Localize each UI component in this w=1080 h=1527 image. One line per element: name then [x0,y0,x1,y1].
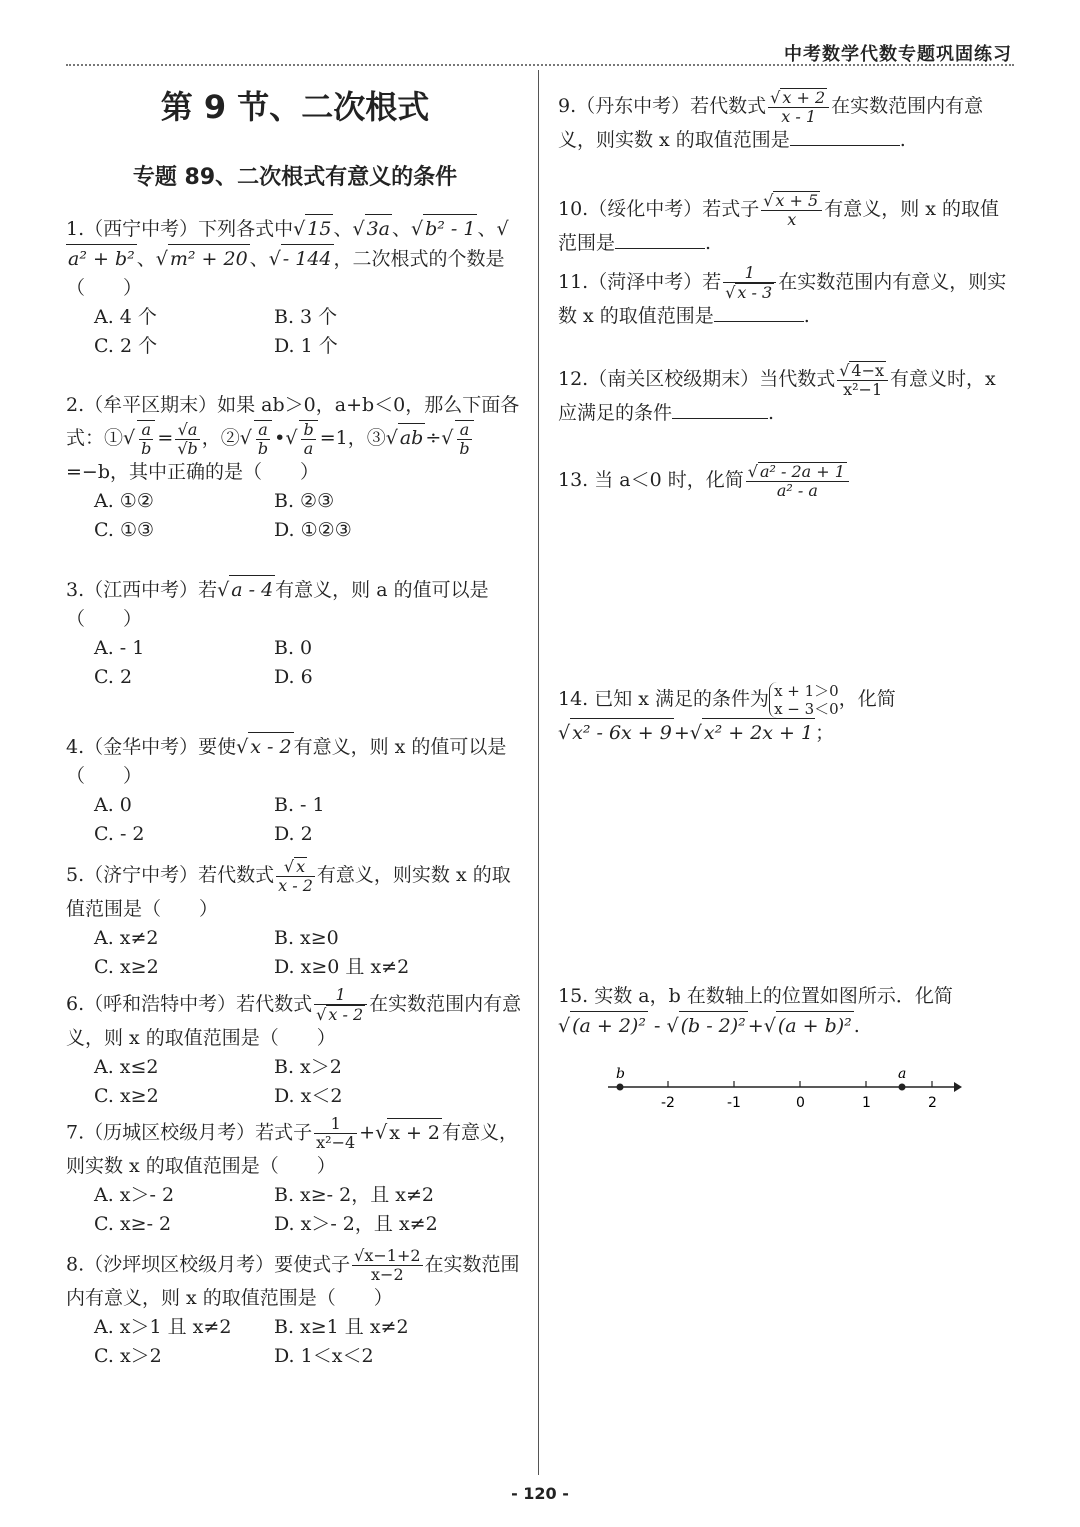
q2-expr-1-right: $\frac{√a}{√b}$ [177,419,198,458]
q4-stem-end: 有意义，则 x 的值可以是（ ） [66,736,507,787]
q15-radical-2: (b - 2)² [679,1011,748,1041]
header-divider [66,64,1014,66]
point-b-label: b [616,1067,625,1082]
q9-stem-end: 在实数范围内有意义，则实数 x 的取值范围是 [558,95,984,151]
q8-option-b: B. x≥1 且 x≠2 [274,1316,409,1338]
q11-denominator: x - 3 [737,283,773,302]
q2-expr-3-ab: ab [398,423,426,453]
q5-stem-end: 有意义，则实数 x 的取值范围是（ ） [66,864,511,920]
q9-numerator: x + 2 [782,88,826,107]
q4-option-b: B. - 1 [274,794,325,816]
q6-stem-end: 在实数范围内有意义，则 x 的取值范围是（ ） [66,993,522,1049]
q8-options [66,1313,524,1371]
q1-stem-end: ，二次根式的个数是（ ） [66,248,505,299]
q7-option-d: D. x＞- 2，且 x≠2 [274,1213,438,1235]
q7-denominator: x²−4 [316,1133,356,1152]
q4-option-d: D. 2 [274,823,313,845]
q6-option-b: B. x＞2 [274,1056,342,1078]
q5-fraction: $\frac{√ x}{x - 2}$ [278,857,313,895]
section-title: 第 9 节、二次根式 [160,88,430,126]
question-10 [558,191,1014,258]
q12-fraction: $\frac{√ 4-x}{\text{x²−1}}$ [837,361,888,399]
question-4: 4.（金华中考）要使√ x - 2 有意义，则 x 的值可以是（ ） A. 0 B. - 1 C. - 2 D. 2 [66,732,524,849]
q1-option-b: B. 3 个 [274,306,338,328]
question-13 [558,462,1014,674]
question-11 [558,264,1014,331]
q2-options [66,487,524,545]
point-a [899,1084,906,1091]
q13-denominator: a² - a [776,481,818,500]
tick-label: 0 [796,1095,805,1111]
q5-stem: 5.（济宁中考）若代数式 [66,864,275,886]
q6-option-c: C. x≥2 [94,1085,159,1107]
q4-stem: 4.（金华中考）要使 [66,736,237,758]
q8-fraction: $\frac{√x-1+2}{x-2}$ [354,1246,421,1284]
q9-stem: 9.（丹东中考）若代数式 [558,95,767,117]
tick-label: -2 [661,1095,675,1111]
q15-radical-1: (a + 2)² [570,1011,648,1041]
q8-numerator: x−1+2 [364,1246,421,1265]
q7-options [66,1181,524,1239]
page-number: - 120 - [511,1484,569,1503]
q12-denominator: x²−1 [843,380,883,399]
q10-stem-end: 有意义，则 x 的取值范围是 [558,198,999,254]
q3-options [66,634,524,692]
q12-stem: 12.（南关区校级期末）当代数式 [558,368,836,390]
q11-answer-blank[interactable] [714,303,804,322]
q9-denominator: x - 1 [781,107,817,126]
q11-end: . [803,305,810,327]
q1-stem: 1.（西宁中考）下列各式中 [66,218,294,240]
q2-divide: ÷ [425,427,442,449]
q2-option-d: D. ①②③ [274,519,352,541]
q5-numerator: x [296,857,306,876]
q10-fraction: $\frac{√ x + 5}{x}$ [761,191,822,229]
q14-radical-1: x² - 6x + 9 [570,718,674,748]
q10-end: . [705,232,712,254]
q2-expr-1-left: $\frac{a}{b}$ [137,420,155,458]
q11-stem-end: 在实数范围内有意义，则实数 x 的取值范围是 [558,271,1007,327]
q2-expr-2-a: $\frac{a}{b}$ [254,420,272,458]
q6-stem: 6.（呼和浩特中考）若代数式 [66,993,313,1015]
q3-stem: 3.（江西中考）若 [66,579,218,601]
q5-option-c: C. x≥2 [94,956,159,978]
q5-denominator: x - 2 [278,876,313,895]
question-1: 1.（西宁中考）下列各式中√ 15 、√ 3a 、√ b² - 1 、√a² + b² 、√ m² + 20 、√ - 144 ，二次根式的个数是（ ） A. 4 个 B. 3 个 C. 2 个 D. 1 个 [66,214,524,361]
q12-numerator: 4−x [851,361,885,380]
q2-option-b: B. ②③ [274,490,335,512]
number-line-arrow-icon [954,1082,962,1092]
q1-radical-3: b² - 1 [423,214,477,244]
q12-end: . [768,402,775,424]
q1-radical-4: a² + b² [66,244,137,274]
q8-stem: 8.（沙坪坝区校级月考）要使式子 [66,1253,351,1276]
q15-plus: + [747,1015,764,1037]
q7-radical: x + 2 [387,1118,442,1148]
q11-numerator: 1 [723,264,776,283]
q6-denominator: x - 2 [328,1005,364,1024]
q2-expr-2-b: $\frac{b}{a}$ [299,420,317,458]
q5-option-d: D. x≥0 且 x≠2 [274,956,410,978]
q3-radical: a - 4 [229,575,275,605]
q5-option-a: A. x≠2 [94,927,159,949]
q2-stem: 2.（牟平区期末）如果 ab＞0，a+b＜0，那么下面各式： [66,394,520,449]
q1-radical-1: 15 [305,214,333,244]
question-12 [558,361,1014,428]
q8-option-d: D. 1＜x＜2 [274,1345,374,1367]
q10-stem: 10.（绥化中考）若式子 [558,198,760,220]
q15-radical-3: (a + b)² [776,1011,854,1041]
q2-expr-3-frac: $\frac{a}{b}$ [455,420,473,458]
topic-title: 专题 89、二次根式有意义的条件 [132,165,458,190]
q1-option-a: A. 4 个 [94,306,157,328]
question-6 [66,986,524,1111]
number-line [558,1067,978,1117]
q3-option-d: D. 6 [274,666,313,688]
q4-options [66,791,524,849]
q9-end: . [899,129,906,151]
q15-end: . [853,1015,860,1037]
q7-numerator: 1 [314,1115,357,1134]
q1-option-d: D. 1 个 [274,335,338,357]
left-column [66,70,524,1371]
q9-answer-blank[interactable] [790,127,900,146]
q8-option-c: C. x＞2 [94,1345,162,1367]
header-title: 中考数学代数专题巩固练习 [784,44,1012,65]
q8-stem-end: 在实数范围内有意义，则 x 的取值范围是（ ） [66,1253,520,1309]
q15-minus: - [654,1015,661,1037]
q1-radical-6: - 144 [281,244,334,274]
tick-label: 1 [862,1095,871,1111]
q6-fraction: $\frac{1}{√ x - 2}$ [314,986,367,1024]
q7-option-c: C. x≥- 2 [94,1213,172,1235]
q7-option-a: A. x＞- 2 [94,1184,175,1206]
q14-stem-end: ，化简 [838,688,896,710]
q6-numerator: 1 [314,986,367,1005]
question-8 [66,1247,524,1371]
q9-fraction: $\frac{√ x + 2}{x - 1}$ [768,88,829,126]
q2-option-c: C. ①③ [94,519,155,541]
q10-answer-blank[interactable] [615,230,705,249]
q14-condition-1: x + 1＞0 [774,682,839,700]
q14-stem: 14. 已知 x 满足的条件为 [558,688,770,710]
q7-stem: 7.（历城区校级月考）若式子 [66,1121,313,1144]
q6-options [66,1053,524,1111]
question-5 [66,857,524,982]
right-column [558,70,1014,1126]
q3-option-b: B. 0 [274,637,313,659]
point-b [617,1084,624,1091]
q1-option-c: C. 2 个 [94,335,158,357]
column-divider [538,70,539,1475]
q3-option-c: C. 2 [94,666,133,688]
q1-radical-5: m² + 20 [168,244,250,274]
question-14: 14. 已知 x 满足的条件为 x + 1＞0 x − 3＜0 ，化简 √ x² - 6x + 9 +√ x² + 2x + 1 ； [558,682,1014,982]
q2-stem-end: =−b，其中正确的是（ ） [66,461,320,483]
q14-plus: + [673,722,690,744]
q6-option-a: A. x≤2 [94,1056,159,1078]
q14-radical-2: x² + 2x + 1 [702,718,815,748]
q3-option-a: A. - 1 [94,637,145,659]
q12-stem-end: 有意义时，x 应满足的条件 [558,368,996,424]
q8-denominator: x−2 [371,1265,404,1284]
q11-stem: 11.（菏泽中考）若 [558,271,722,293]
q4-option-a: A. 0 [94,794,132,816]
q7-plus: + [359,1121,376,1144]
q4-option-c: C. - 2 [94,823,145,845]
q13-stem: 13. 当 a＜0 时，化简 [558,469,744,491]
q12-answer-blank[interactable] [672,400,768,419]
q14-end: ； [815,722,835,744]
q10-numerator: x + 5 [775,191,819,210]
q6-option-d: D. x＜2 [274,1085,343,1107]
q14-condition-2: x − 3＜0 [774,700,839,718]
question-3: 3.（江西中考）若√ a - 4 有意义，则 a 的值可以是（ ） A. - 1 B. 0 C. 2 D. 6 [66,575,524,692]
q2-mark-1: ① [104,427,124,449]
q1-radical-2: 3a [365,214,392,244]
q7-option-b: B. x≥- 2，且 x≠2 [274,1184,434,1206]
q7-stem-end: 有意义，则实数 x 的取值范围是（ ） [66,1121,519,1177]
q13-numerator: a² - 2a + 1 [759,462,845,481]
question-7: 7.（历城区校级月考）若式子 $\frac{1}{\text{x²−4}}$ +√ x + 2 有意义，则实数 x 的取值范围是（ ） A. x＞- 2 B. x≥- 2，且 x≠2 C. x≥- 2 D. x＞- 2，且 x≠2 [66,1115,524,1239]
point-a-label: a [898,1067,907,1082]
q11-fraction: $\frac{1}{√ x - 3}$ [723,264,776,302]
q4-radical: x - 2 [248,732,293,762]
q7-fraction [314,1115,357,1152]
number-line-figure [558,1067,1014,1126]
q1-options [66,303,524,361]
question-2: 2.（牟平区期末）如果 ab＞0，a+b＜0，那么下面各式：①√ $\frac{a}{b}$ = $\frac{√a}{√b}$ ，②√ $\frac{a}{b}$ •√ $\frac{b}{a}$ =1，③√ ab ÷√ $\frac{a}{b}$ =−b，其中正确的是（ ） A. ①② B. ②③ C. ①③ D. ①②③ [66,391,524,545]
q5-options [66,924,524,982]
q13-fraction: $\frac{\text{√ a² - 2a + 1}}{\text{a² - a}}$ [746,462,849,500]
tick-label: 2 [928,1095,937,1111]
q2-mark-3: =1，③ [319,427,386,449]
q10-denominator: x [787,210,797,229]
q8-option-a: A. x＞1 且 x≠2 [94,1316,232,1338]
q2-option-a: A. ①② [94,490,154,512]
question-9 [558,88,1014,155]
q2-mark-2: ，② [201,427,240,449]
question-15: 15. 实数 a，b 在数轴上的位置如图所示．化简 √ (a + 2)² - √ (b - 2)² +√ (a + b)² . b a -2 -1 0 1 2 [558,982,1014,1126]
q3-stem-end: 有意义，则 a 的值可以是（ ） [66,579,489,630]
q15-stem: 15. 实数 a，b 在数轴上的位置如图所示．化简 [558,985,953,1007]
q5-option-b: B. x≥0 [274,927,339,949]
tick-label: -1 [727,1095,741,1111]
q14-condition-system [769,682,839,718]
